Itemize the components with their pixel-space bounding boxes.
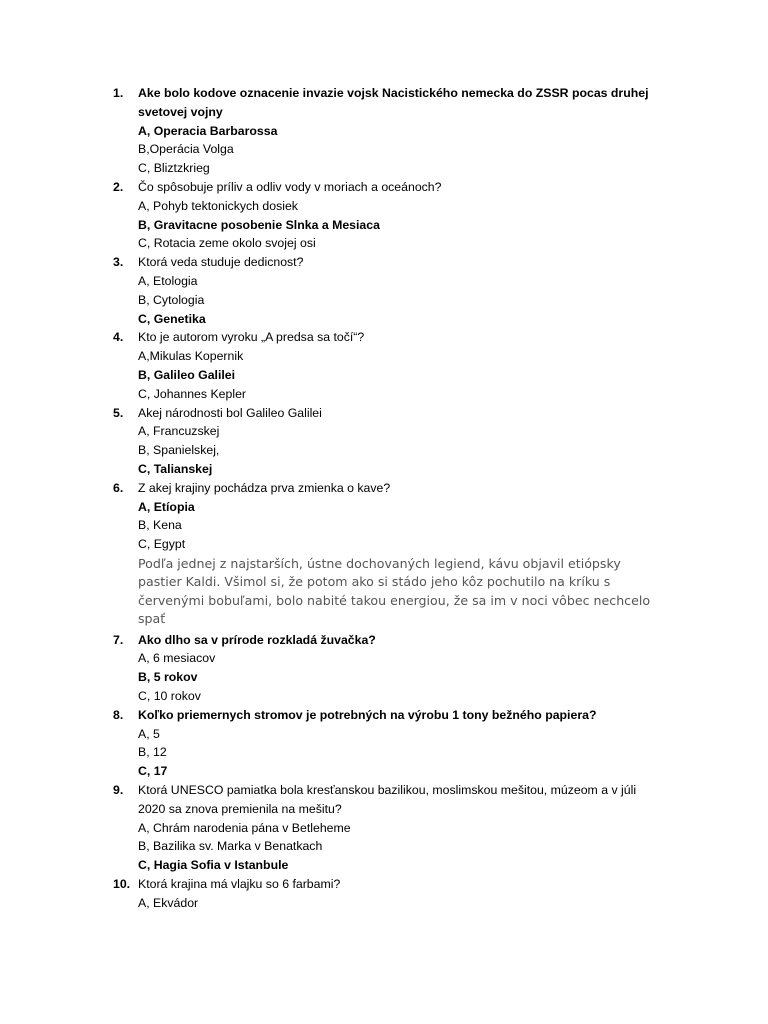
answer-option: B,Operácia Volga — [138, 142, 234, 157]
question-number: 6. — [113, 480, 124, 495]
answer-option: B, Gravitacne posobenie Slnka a Mesiaca — [138, 217, 380, 232]
answer-option: A, Operacia Barbarossa — [138, 123, 278, 138]
answer-option: A, Etologia — [138, 273, 198, 288]
answer-option: B, Bazilika sv. Marka v Benatkach — [138, 839, 323, 854]
answer-option: A,Mikulas Kopernik — [138, 349, 244, 364]
answer-option: A, Chrám narodenia pána v Betleheme — [138, 820, 351, 835]
question-text: Koľko priemernych stromov je potrebných na výrobu 1 tony bežného papiera? — [138, 707, 597, 722]
answer-option: B, 5 rokov — [138, 670, 198, 685]
answer-option: B, Kena — [138, 518, 182, 533]
question-text: svetovej vojny — [138, 104, 223, 119]
question-8 — [0, 706, 768, 781]
question-text: Ktorá krajina má vlajku so 6 farbami? — [138, 876, 341, 891]
question-5 — [0, 404, 768, 479]
question-text: Akej národnosti bol Galileo Galilei — [138, 405, 322, 420]
question-number: 1. — [113, 86, 124, 100]
answer-option: B, Spanielskej, — [138, 443, 220, 458]
explanation-note: Podľa jednej z najstarších, ústne dochovaných legiend, kávu objavil etiópsky pastier Kaldi. Všimol si, že potom ako si stádo jeho kôz pochutilo na kríku s červenými bobuľami, bolo nabité takou energiou, že sa im v noci vôbec nechcelo spať — [138, 555, 651, 627]
answer-option: B, 12 — [138, 745, 167, 760]
question-number: 7. — [113, 632, 124, 647]
answer-option: C, Egypt — [138, 537, 186, 552]
question-number: 9. — [113, 782, 124, 797]
question-text: Kto je autorom vyroku „A predsa sa točí“? — [138, 330, 365, 345]
answer-option: C, Hagia Sofia v Istanbule — [138, 858, 289, 873]
answer-option: B, Galileo Galilei — [138, 367, 236, 382]
answer-option: C, Bliztzkrieg — [138, 161, 210, 176]
question-9 — [0, 781, 768, 875]
question-text: Ako dlho sa v prírode rozkladá žuvačka? — [138, 632, 376, 647]
question-text: Ktorá veda studuje dedicnost? — [138, 255, 304, 270]
question-10 — [0, 875, 768, 913]
quiz-document — [0, 84, 768, 913]
question-text: Z akej krajiny pochádza prva zmienka o kave? — [138, 480, 391, 495]
question-text: Ktorá UNESCO pamiatka bola kresťanskou bazilikou, moslimskou mešitou, múzeom a v júli — [138, 782, 637, 797]
question-6 — [0, 479, 768, 629]
question-number: 5. — [113, 405, 124, 420]
answer-option: A, Francuzskej — [138, 424, 220, 439]
question-number: 3. — [113, 255, 124, 270]
answer-option: C, Johannes Kepler — [138, 386, 247, 401]
question-text: Ake bolo kodove oznacenie invazie vojsk Nacistického nemecka do ZSSR pocas druhej — [138, 86, 649, 100]
answer-option: A, Etíopia — [138, 499, 195, 514]
answer-option: C, Rotacia zeme okolo svojej osi — [138, 236, 316, 251]
answer-option: C, Talianskej — [138, 461, 213, 476]
question-text: Čo spôsobuje príliv a odliv vody v moriach a oceánoch? — [138, 179, 442, 194]
question-text: 2020 sa znova premienila na mešitu? — [138, 801, 342, 816]
question-number: 10. — [113, 876, 131, 891]
question-1 — [0, 84, 768, 178]
question-number: 4. — [113, 330, 124, 345]
question-4 — [0, 328, 768, 403]
answer-option: C, Genetika — [138, 311, 206, 326]
answer-option: A, 6 mesiacov — [138, 651, 216, 666]
question-7 — [0, 631, 768, 706]
question-3 — [0, 253, 768, 328]
answer-option: A, 5 — [138, 726, 160, 741]
answer-option: C, 17 — [138, 764, 168, 779]
question-number: 8. — [113, 707, 124, 722]
question-2 — [0, 178, 768, 253]
answer-option: B, Cytologia — [138, 292, 205, 307]
question-number: 2. — [113, 179, 124, 194]
answer-option: A, Ekvádor — [138, 895, 199, 910]
answer-option: C, 10 rokov — [138, 688, 201, 703]
answer-option: A, Pohyb tektonickych dosiek — [138, 198, 298, 213]
